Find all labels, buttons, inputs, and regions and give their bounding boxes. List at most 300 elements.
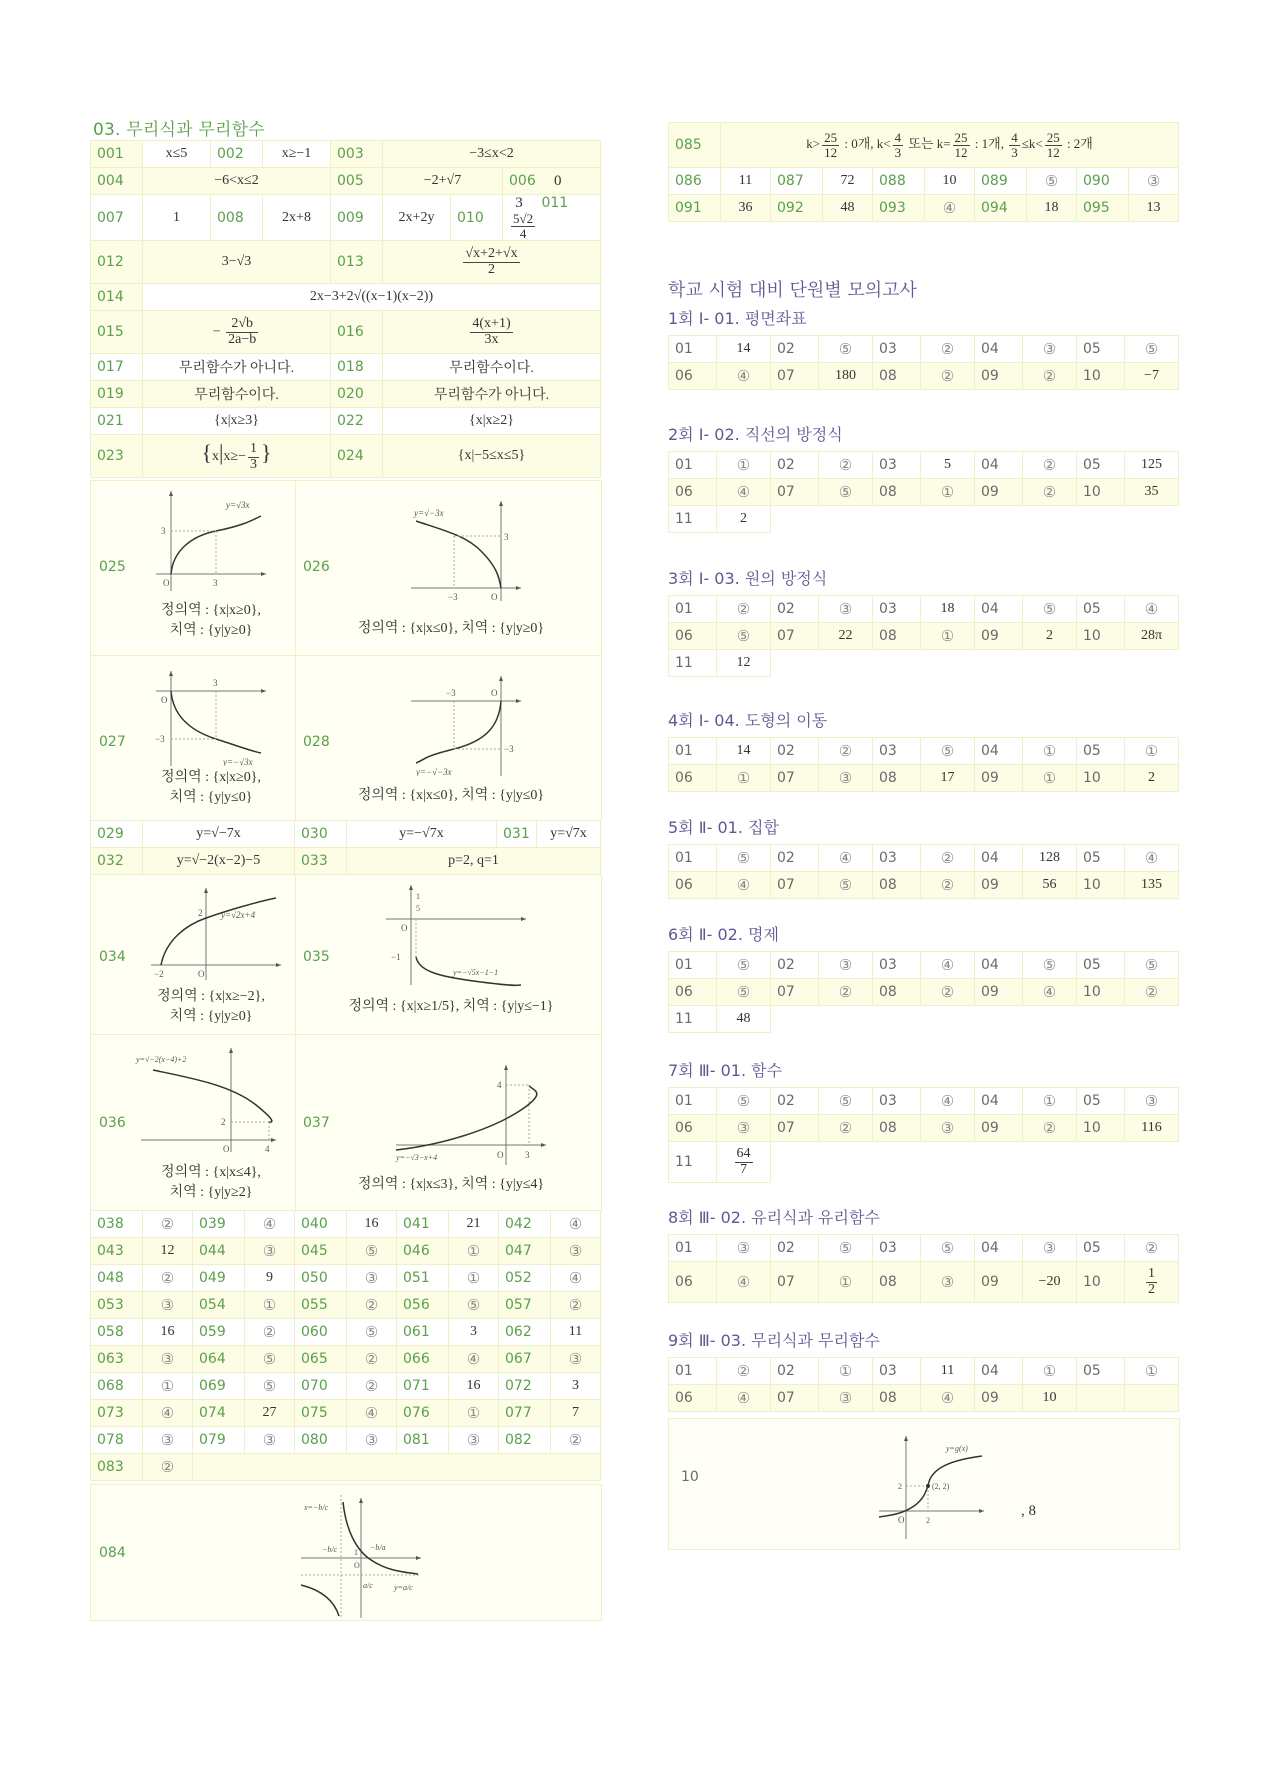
answer: ① (1125, 1358, 1179, 1385)
text: 또는 k= (908, 135, 951, 151)
question-number: 09 (975, 479, 1023, 506)
svg-text:y=√3x: y=√3x (226, 500, 250, 510)
answer-fraction (470, 317, 512, 347)
answer: 17 (921, 765, 975, 792)
question-number: 078 (91, 1427, 143, 1454)
question-number: 085 (669, 123, 721, 168)
answer-fraction-cell (383, 241, 601, 284)
question-number: 056 (397, 1292, 449, 1319)
question-number: 10 (1077, 479, 1125, 506)
numerator: 4 (1011, 129, 1018, 145)
svg-text:a/c: a/c (363, 1581, 373, 1590)
answer: ② (551, 1427, 601, 1454)
answer: ② (921, 336, 975, 363)
answer: ③ (143, 1346, 193, 1373)
table-row (669, 650, 1179, 677)
question-number: 083 (91, 1454, 143, 1481)
table-row (669, 1142, 1179, 1183)
question-number: 04 (975, 1088, 1023, 1115)
table-row (91, 381, 601, 408)
question-number: 015 (91, 311, 143, 354)
answer: ② (921, 872, 975, 899)
answer-fraction (226, 317, 258, 347)
question-number: 063 (91, 1346, 143, 1373)
answer: ② (143, 1454, 193, 1481)
numerator: 25 (824, 129, 838, 145)
question-number: 04 (975, 596, 1023, 623)
question-number: 002 (211, 141, 263, 168)
answer: 125 (1125, 452, 1179, 479)
answer: ② (921, 363, 975, 390)
answer: ② (1023, 452, 1077, 479)
question-number: 05 (1077, 336, 1125, 363)
question-number: 091 (669, 195, 721, 222)
question-number: 03 (873, 336, 921, 363)
graph-034 (146, 880, 286, 985)
answer: 무리함수가 아니다. (383, 381, 601, 408)
answer: ⑤ (449, 1292, 499, 1319)
question-number: 05 (1077, 952, 1125, 979)
question-number: 086 (669, 168, 721, 195)
question-number: 060 (295, 1319, 347, 1346)
answer: 12 (143, 1238, 193, 1265)
exam-answer-table (668, 595, 1179, 677)
question-number: 071 (397, 1373, 449, 1400)
exam-answer-table (668, 1234, 1179, 1303)
table-row (669, 738, 1179, 765)
svg-text:O: O (401, 923, 408, 933)
svg-text:2: 2 (221, 1117, 226, 1127)
answer: ③ (245, 1427, 295, 1454)
svg-text:−2: −2 (154, 969, 164, 979)
answer: x≤5 (143, 141, 211, 168)
answer: ⑤ (1023, 952, 1077, 979)
answer-fraction (463, 247, 519, 277)
question-number: 058 (91, 1319, 143, 1346)
answer: 35 (1125, 479, 1179, 506)
table-row (669, 1358, 1179, 1385)
answer: 5 (921, 452, 975, 479)
answer: 116 (1125, 1115, 1179, 1142)
answer (1125, 1385, 1179, 1412)
question-number: 066 (397, 1346, 449, 1373)
answer: ① (1023, 738, 1077, 765)
table-row (91, 821, 601, 848)
numerator: 4(x+1) (472, 316, 511, 332)
exam-8 (668, 1205, 1178, 1303)
question-number: 020 (331, 381, 383, 408)
question-number: 059 (193, 1319, 245, 1346)
question-number: 006 (509, 172, 536, 189)
answer: −3≤x<2 (383, 141, 601, 168)
question-number: 02 (771, 1358, 819, 1385)
table-row (669, 1262, 1179, 1303)
question-number: 001 (91, 141, 143, 168)
question-number: 052 (499, 1265, 551, 1292)
table-row (669, 1115, 1179, 1142)
answer: 18 (1027, 195, 1077, 222)
table-row (91, 1346, 601, 1373)
svg-text:3: 3 (161, 526, 166, 536)
answer-fraction-cell: − $\frac{2√b}{2a-b}$ (143, 311, 331, 354)
question-number: 10 (1077, 1262, 1125, 1303)
answer: ⑤ (819, 1235, 873, 1262)
answer: ② (1023, 1115, 1077, 1142)
answer: ③ (819, 596, 873, 623)
svg-text:−3: −3 (155, 734, 165, 744)
answer: ④ (551, 1265, 601, 1292)
question-number: 016 (331, 311, 383, 354)
question-number: 06 (669, 872, 717, 899)
answer: 11 (921, 1358, 975, 1385)
denominator: 2 (488, 261, 495, 277)
fraction (1045, 131, 1062, 159)
table-row (669, 1385, 1179, 1412)
answer: ③ (245, 1238, 295, 1265)
svg-text:y=−√5x−1−1: y=−√5x−1−1 (453, 968, 499, 977)
exam-answer-table (668, 737, 1179, 792)
question-number: 069 (193, 1373, 245, 1400)
question-number: 024 (331, 435, 383, 478)
answer: ② (921, 979, 975, 1006)
graph-caption (131, 987, 291, 1026)
numerator: 1 (250, 440, 257, 456)
question-number: 10 (1077, 363, 1125, 390)
question-number: 043 (91, 1238, 143, 1265)
answer: 10 (925, 168, 975, 195)
answer: ③ (347, 1427, 397, 1454)
answer: ⑤ (717, 979, 771, 1006)
question-number: 06 (669, 1115, 717, 1142)
question-number: 09 (975, 1115, 1023, 1142)
answer: ⑤ (1023, 596, 1077, 623)
text: : 1개, (974, 135, 1004, 151)
table-row (669, 952, 1179, 979)
question-number: 04 (975, 1358, 1023, 1385)
answer: ③ (449, 1427, 499, 1454)
answer-suffix: , 8 (1021, 1503, 1036, 1519)
answer-fraction (511, 212, 535, 240)
question-number: 092 (771, 195, 823, 222)
graph-084-cell (90, 1484, 602, 1621)
answer: 10 (1023, 1385, 1077, 1412)
question-number: 01 (669, 738, 717, 765)
graph-caption: 정의역 : {x|x≤0}, 치역 : {y|y≥0} (357, 621, 545, 636)
denominator: 3 (1011, 144, 1018, 160)
answer: ④ (347, 1400, 397, 1427)
answer: ④ (245, 1211, 295, 1238)
question-number: 01 (669, 952, 717, 979)
question-number: 06 (669, 363, 717, 390)
question-number: 07 (771, 479, 819, 506)
question-number: 093 (873, 195, 925, 222)
answer-fraction (248, 442, 259, 472)
exam-9 (668, 1328, 1178, 1412)
range-text: 치역 : {y|y≥0} (169, 622, 253, 638)
graph-036 (131, 1040, 281, 1155)
answer: 9 (245, 1265, 295, 1292)
numerator: 25 (1046, 129, 1060, 145)
svg-text:x=−b/c: x=−b/c (304, 1503, 329, 1512)
question-number: 06 (669, 979, 717, 1006)
answer: ② (1023, 479, 1077, 506)
answer: 2 (1023, 623, 1077, 650)
svg-text:5: 5 (416, 904, 420, 913)
question-number: 021 (91, 408, 143, 435)
question-number: 07 (771, 979, 819, 1006)
answer: ③ (1129, 168, 1179, 195)
question-number: 036 (99, 1115, 126, 1131)
answer: 180 (819, 363, 873, 390)
answer: ① (717, 452, 771, 479)
fraction (822, 131, 839, 159)
answer: y=−√7x (347, 821, 497, 848)
answer: 13 (1129, 195, 1179, 222)
question-number: 041 (397, 1211, 449, 1238)
question-number: 05 (1077, 845, 1125, 872)
question-number: 084 (99, 1545, 126, 1561)
question-number: 09 (975, 872, 1023, 899)
question-number: 067 (499, 1346, 551, 1373)
question-number: 02 (771, 336, 819, 363)
answer: ② (819, 1115, 873, 1142)
denominator: 4 (519, 225, 527, 241)
domain-text: 정의역 : {x|x≥−2}, (157, 989, 265, 1004)
table-row (669, 979, 1179, 1006)
answer: ③ (819, 952, 873, 979)
question-number: 11 (669, 506, 717, 533)
exam-4 (668, 708, 1178, 792)
question-number: 057 (499, 1292, 551, 1319)
svg-text:−1: −1 (391, 952, 401, 962)
text: k> (806, 135, 821, 151)
answer: ④ (717, 1385, 771, 1412)
exam-1 (668, 306, 1178, 390)
domain-text: 정의역 : {x|x≥0}, (161, 603, 261, 618)
answer: 무리함수이다. (383, 354, 601, 381)
question-number: 061 (397, 1319, 449, 1346)
answer-set-cell (143, 435, 331, 478)
answer: 16 (449, 1373, 499, 1400)
answer: −6<x≤2 (143, 168, 331, 195)
question-number: 07 (771, 872, 819, 899)
answer: 36 (721, 195, 771, 222)
answer: 2 (717, 506, 771, 533)
table-row (91, 241, 601, 284)
svg-text:3: 3 (213, 678, 218, 688)
question-number: 08 (873, 979, 921, 1006)
question-number: 033 (295, 848, 347, 875)
question-number: 037 (303, 1115, 330, 1131)
table-row (669, 765, 1179, 792)
answer: 21 (449, 1211, 499, 1238)
answer: 48 (823, 195, 873, 222)
exam-2 (668, 422, 1178, 533)
question-number: 11 (669, 1142, 717, 1183)
exam-answer-table (668, 844, 1179, 899)
answer: ③ (551, 1346, 601, 1373)
numerator: 5√2 (513, 211, 534, 226)
exam-answer-table (668, 1087, 1179, 1183)
answer: ② (1125, 979, 1179, 1006)
question-number: 004 (91, 168, 143, 195)
answer: 12 (717, 650, 771, 677)
question-number: 038 (91, 1211, 143, 1238)
svg-text:3: 3 (213, 578, 218, 588)
answer: ① (143, 1373, 193, 1400)
question-number: 01 (669, 1358, 717, 1385)
set-cond: x≥− (223, 449, 246, 465)
svg-text:y=−√3−x+4: y=−√3−x+4 (396, 1153, 438, 1162)
answer: ④ (921, 952, 975, 979)
answer: ⑤ (245, 1373, 295, 1400)
answer: ③ (551, 1238, 601, 1265)
numerator: 25 (954, 129, 968, 145)
answer: 14 (717, 738, 771, 765)
graph-025 (151, 486, 271, 596)
table-row (669, 845, 1179, 872)
answer: ③ (1023, 336, 1077, 363)
answer: ③ (717, 1115, 771, 1142)
table-row (669, 596, 1179, 623)
table-row (91, 195, 601, 241)
exam-title: 4회 Ⅰ- 04. 도형의 이동 (668, 711, 828, 730)
question-number: 087 (771, 168, 823, 195)
answer: ⑤ (717, 1088, 771, 1115)
answer: ③ (819, 765, 873, 792)
question-number: 080 (295, 1427, 347, 1454)
answer: ① (819, 1262, 873, 1303)
question-number: 09 (975, 979, 1023, 1006)
graph-row-025-026 (90, 480, 602, 657)
answer-fraction (735, 1147, 753, 1177)
svg-text:(2, 2): (2, 2) (932, 1482, 950, 1491)
question-number: 051 (397, 1265, 449, 1292)
answer: ④ (1023, 979, 1077, 1006)
svg-text:y=−√3x: y=−√3x (223, 757, 253, 766)
graph-084 (296, 1490, 426, 1618)
question-number: 06 (669, 479, 717, 506)
table-row (669, 168, 1179, 195)
question-number: 09 (975, 765, 1023, 792)
exam-title: 7회 Ⅲ- 01. 함수 (668, 1061, 783, 1080)
table-row (669, 123, 1179, 168)
question-number: 11 (669, 650, 717, 677)
answer: ③ (347, 1265, 397, 1292)
answer: ⑤ (819, 479, 873, 506)
question-number: 026 (303, 559, 330, 575)
denominator: 3 (250, 456, 257, 472)
question-number: 05 (1077, 738, 1125, 765)
range-text: 치역 : {y|y≤0} (169, 789, 253, 805)
text: ≤k< (1021, 135, 1043, 151)
exam-answer-table (668, 335, 1179, 390)
answer: ② (1023, 363, 1077, 390)
question-number: 040 (295, 1211, 347, 1238)
question-number: 03 (873, 596, 921, 623)
question-number: 023 (91, 435, 143, 478)
table-row (91, 141, 601, 168)
svg-text:y=√−2(x−4)+2: y=√−2(x−4)+2 (136, 1055, 187, 1064)
svg-text:3: 3 (525, 1150, 530, 1160)
question-number: 08 (873, 872, 921, 899)
answer: 2 (1125, 765, 1179, 792)
answer: ③ (717, 1235, 771, 1262)
table-row (91, 1427, 601, 1454)
answer: 7 (551, 1400, 601, 1427)
question-number: 050 (295, 1265, 347, 1292)
question-number: 07 (771, 1262, 819, 1303)
answer: ④ (717, 1262, 771, 1303)
question-number: 029 (91, 821, 143, 848)
answer: ② (717, 1358, 771, 1385)
question-number: 034 (99, 949, 126, 965)
answer: ① (717, 765, 771, 792)
question-number: 045 (295, 1238, 347, 1265)
question-number: 019 (91, 381, 143, 408)
answer: ② (347, 1292, 397, 1319)
question-number: 04 (975, 336, 1023, 363)
question-number: 03 (873, 1358, 921, 1385)
question-number: 04 (975, 452, 1023, 479)
answer: ④ (921, 1385, 975, 1412)
answer: ④ (449, 1346, 499, 1373)
graph-caption (131, 768, 291, 807)
question-number: 089 (975, 168, 1027, 195)
question-number: 018 (331, 354, 383, 381)
answer: ② (1125, 1235, 1179, 1262)
question-number: 08 (873, 765, 921, 792)
answer: p=2, q=1 (347, 848, 601, 875)
question-number: 05 (1077, 1358, 1125, 1385)
answer: 135 (1125, 872, 1179, 899)
answer: 16 (347, 1211, 397, 1238)
question-number: 01 (669, 845, 717, 872)
exam-title: 1회 Ⅰ- 01. 평면좌표 (668, 309, 807, 328)
answer: 1 (143, 195, 211, 241)
answer: ① (1023, 1088, 1077, 1115)
svg-text:y=√−3x: y=√−3x (414, 508, 444, 518)
svg-text:−3: −3 (504, 744, 514, 754)
domain-text: 정의역 : {x|x≥0}, (161, 770, 261, 785)
graph-caption (131, 1163, 291, 1202)
exam-5 (668, 815, 1178, 899)
question-number: 075 (295, 1400, 347, 1427)
svg-text:4: 4 (265, 1144, 270, 1154)
svg-text:O: O (163, 578, 170, 588)
answer: ③ (921, 1115, 975, 1142)
question-number: 032 (91, 848, 143, 875)
answer: 72 (823, 168, 873, 195)
question-number: 10 (1077, 1115, 1125, 1142)
question-number: 10 (681, 1469, 699, 1485)
question-number: 073 (91, 1400, 143, 1427)
svg-text:−b/a: −b/a (370, 1543, 386, 1552)
answer: y=√7x (537, 821, 601, 848)
question-number: 05 (1077, 596, 1125, 623)
question-number: 05 (1077, 452, 1125, 479)
answer: −2+√7 (383, 168, 503, 195)
answer: ② (245, 1319, 295, 1346)
answer: ③ (143, 1427, 193, 1454)
question-number: 074 (193, 1400, 245, 1427)
answer: 3−√3 (143, 241, 331, 284)
graph-exam9-q10 (874, 1431, 1004, 1541)
question-number: 07 (771, 363, 819, 390)
question-number: 08 (873, 363, 921, 390)
answer (717, 1142, 771, 1183)
question-number: 094 (975, 195, 1027, 222)
